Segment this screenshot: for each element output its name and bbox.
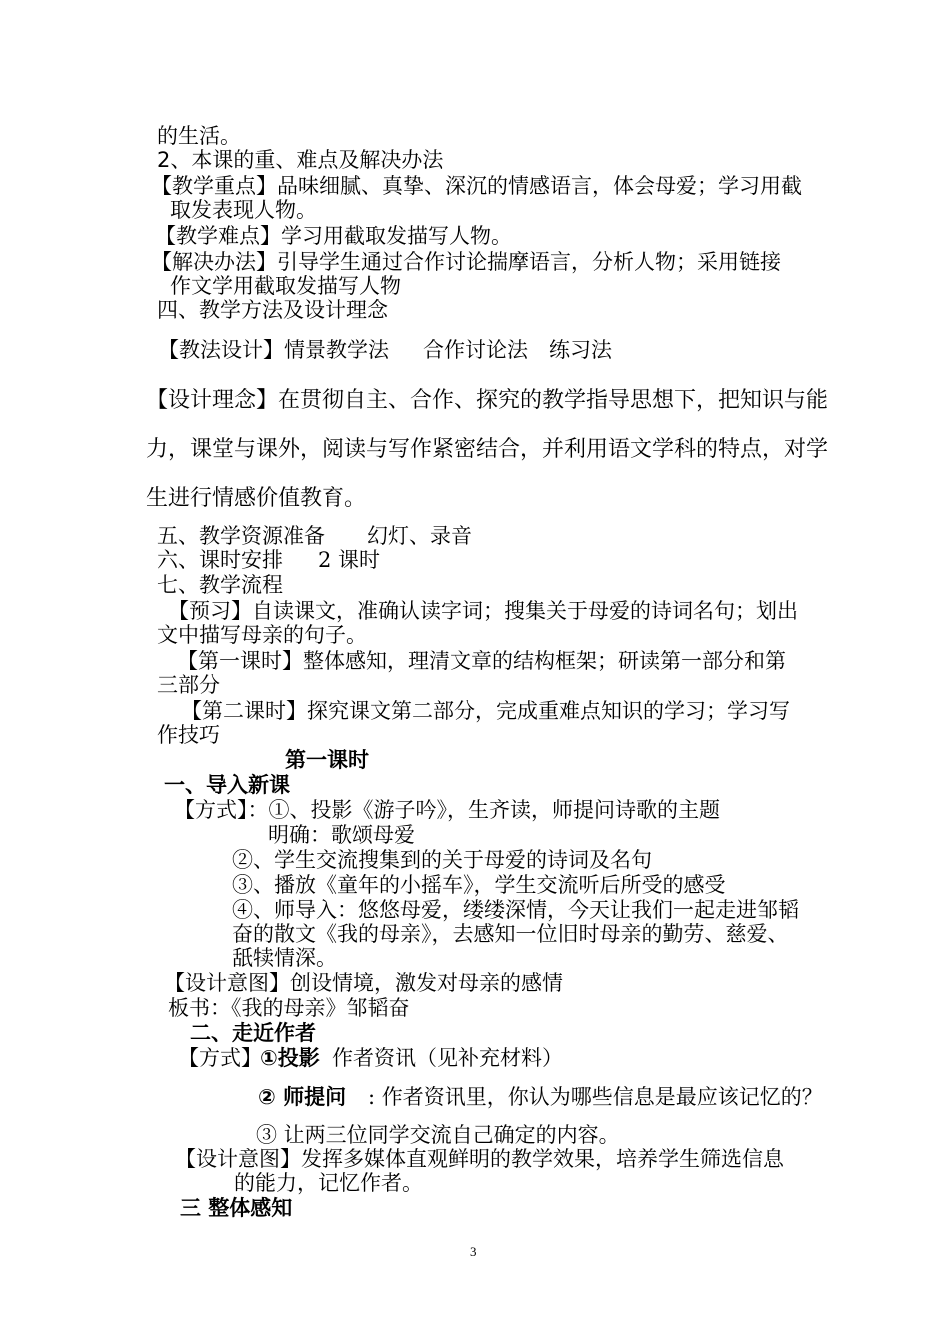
text-line: 【教法设计】情景教学法 bbox=[158, 338, 389, 362]
text-line: ④、师导入：悠悠母爱，缕缕深情，今天让我们一起走进邹韬 bbox=[232, 898, 799, 922]
text-line: 【预习】自读课文，准确认读字词；搜集关于母爱的诗词名句；划出 bbox=[168, 599, 798, 623]
text-line: 明确：歌颂母爱 bbox=[268, 823, 415, 847]
text-line: 【设计理念】在贯彻自主、合作、探究的教学指导思想下，把知识与能 bbox=[146, 388, 829, 413]
text-line: 作者资讯（见补充材料） bbox=[332, 1046, 563, 1070]
text-line: 板书：《我的母亲》邹韬奋 bbox=[168, 996, 410, 1020]
text-line: ③ 让两三位同学交流自己确定的内容。 bbox=[256, 1123, 620, 1147]
text-line: ②、学生交流搜集到的关于母爱的诗词及名句 bbox=[232, 848, 652, 872]
text-line: 文中描写母亲的句子。 bbox=[157, 623, 367, 647]
section-heading: 三 整体感知 bbox=[180, 1196, 293, 1220]
text-line: 奋的散文《我的母亲》，去感知一位旧时母亲的勤劳、慈爱、 bbox=[232, 922, 789, 946]
text-line: 取发表现人物。 bbox=[170, 198, 317, 222]
text-line: 的能力，记忆作者。 bbox=[234, 1171, 423, 1195]
text-line: 【设计意图】发挥多媒体直观鲜明的教学效果，培养学生筛选信息 bbox=[175, 1147, 784, 1171]
text-line: 生进行情感价值教育。 bbox=[146, 486, 367, 511]
text-line: 【设计意图】创设情境，激发对母亲的感情 bbox=[164, 971, 563, 995]
section-heading: 六、课时安排 bbox=[157, 548, 283, 572]
text-line: 力，课堂与课外，阅读与写作紧密结合，并利用语文学科的特点，对学 bbox=[146, 437, 829, 462]
text-line: 2 课时 bbox=[318, 548, 381, 572]
text-line: 【教学重点】品味细腻、真挚、深沉的情感语言，体会母爱；学习用截 bbox=[151, 174, 802, 198]
section-heading: 2、本课的重、难点及解决办法 bbox=[157, 148, 444, 172]
text-line: : 作者资讯里，你认为哪些信息是最应该记忆的？ bbox=[368, 1085, 823, 1109]
text-line: 【解决办法】引导学生通过合作讨论揣摩语言，分析人物；采用链接 bbox=[151, 250, 781, 274]
text-line: 【方式】：①、投影《游子吟》，生齐读，师提问诗歌的主题 bbox=[174, 798, 720, 822]
section-heading: 七、教学流程 bbox=[157, 573, 283, 597]
text-line: 三部分 bbox=[157, 673, 220, 697]
text-line: 【教学难点】学习用截取发描写人物。 bbox=[155, 224, 512, 248]
text-line: 【方式】 bbox=[178, 1046, 262, 1070]
text-line: 合作讨论法 练习法 bbox=[423, 338, 612, 362]
section-heading: 五、教学资源准备 幻灯、录音 bbox=[157, 524, 472, 548]
text-line: 的生活。 bbox=[157, 124, 241, 148]
lesson-title: 第一课时 bbox=[285, 748, 369, 772]
text-line: 【第一课时】整体感知，理清文章的结构框架；研读第一部分和第 bbox=[177, 649, 786, 673]
page-number: 3 bbox=[470, 1244, 477, 1259]
text-line: ③、播放《童年的小摇车》，学生交流听后所受的感受 bbox=[232, 873, 726, 897]
text-line: ①投影 bbox=[260, 1046, 320, 1070]
text-line: 作文学用截取发描写人物 bbox=[170, 274, 401, 298]
section-heading: 四、教学方法及设计理念 bbox=[157, 298, 388, 322]
text-line: 舐犊情深。 bbox=[232, 946, 337, 970]
text-line: 【第二课时】探究课文第二部分，完成重难点知识的学习；学习写 bbox=[181, 699, 790, 723]
text-line: ② 师提问 bbox=[258, 1085, 347, 1109]
text-line: 作技巧 bbox=[157, 723, 220, 747]
section-heading: 二、走近作者 bbox=[190, 1021, 316, 1045]
section-heading: 一、导入新课 bbox=[164, 773, 290, 797]
